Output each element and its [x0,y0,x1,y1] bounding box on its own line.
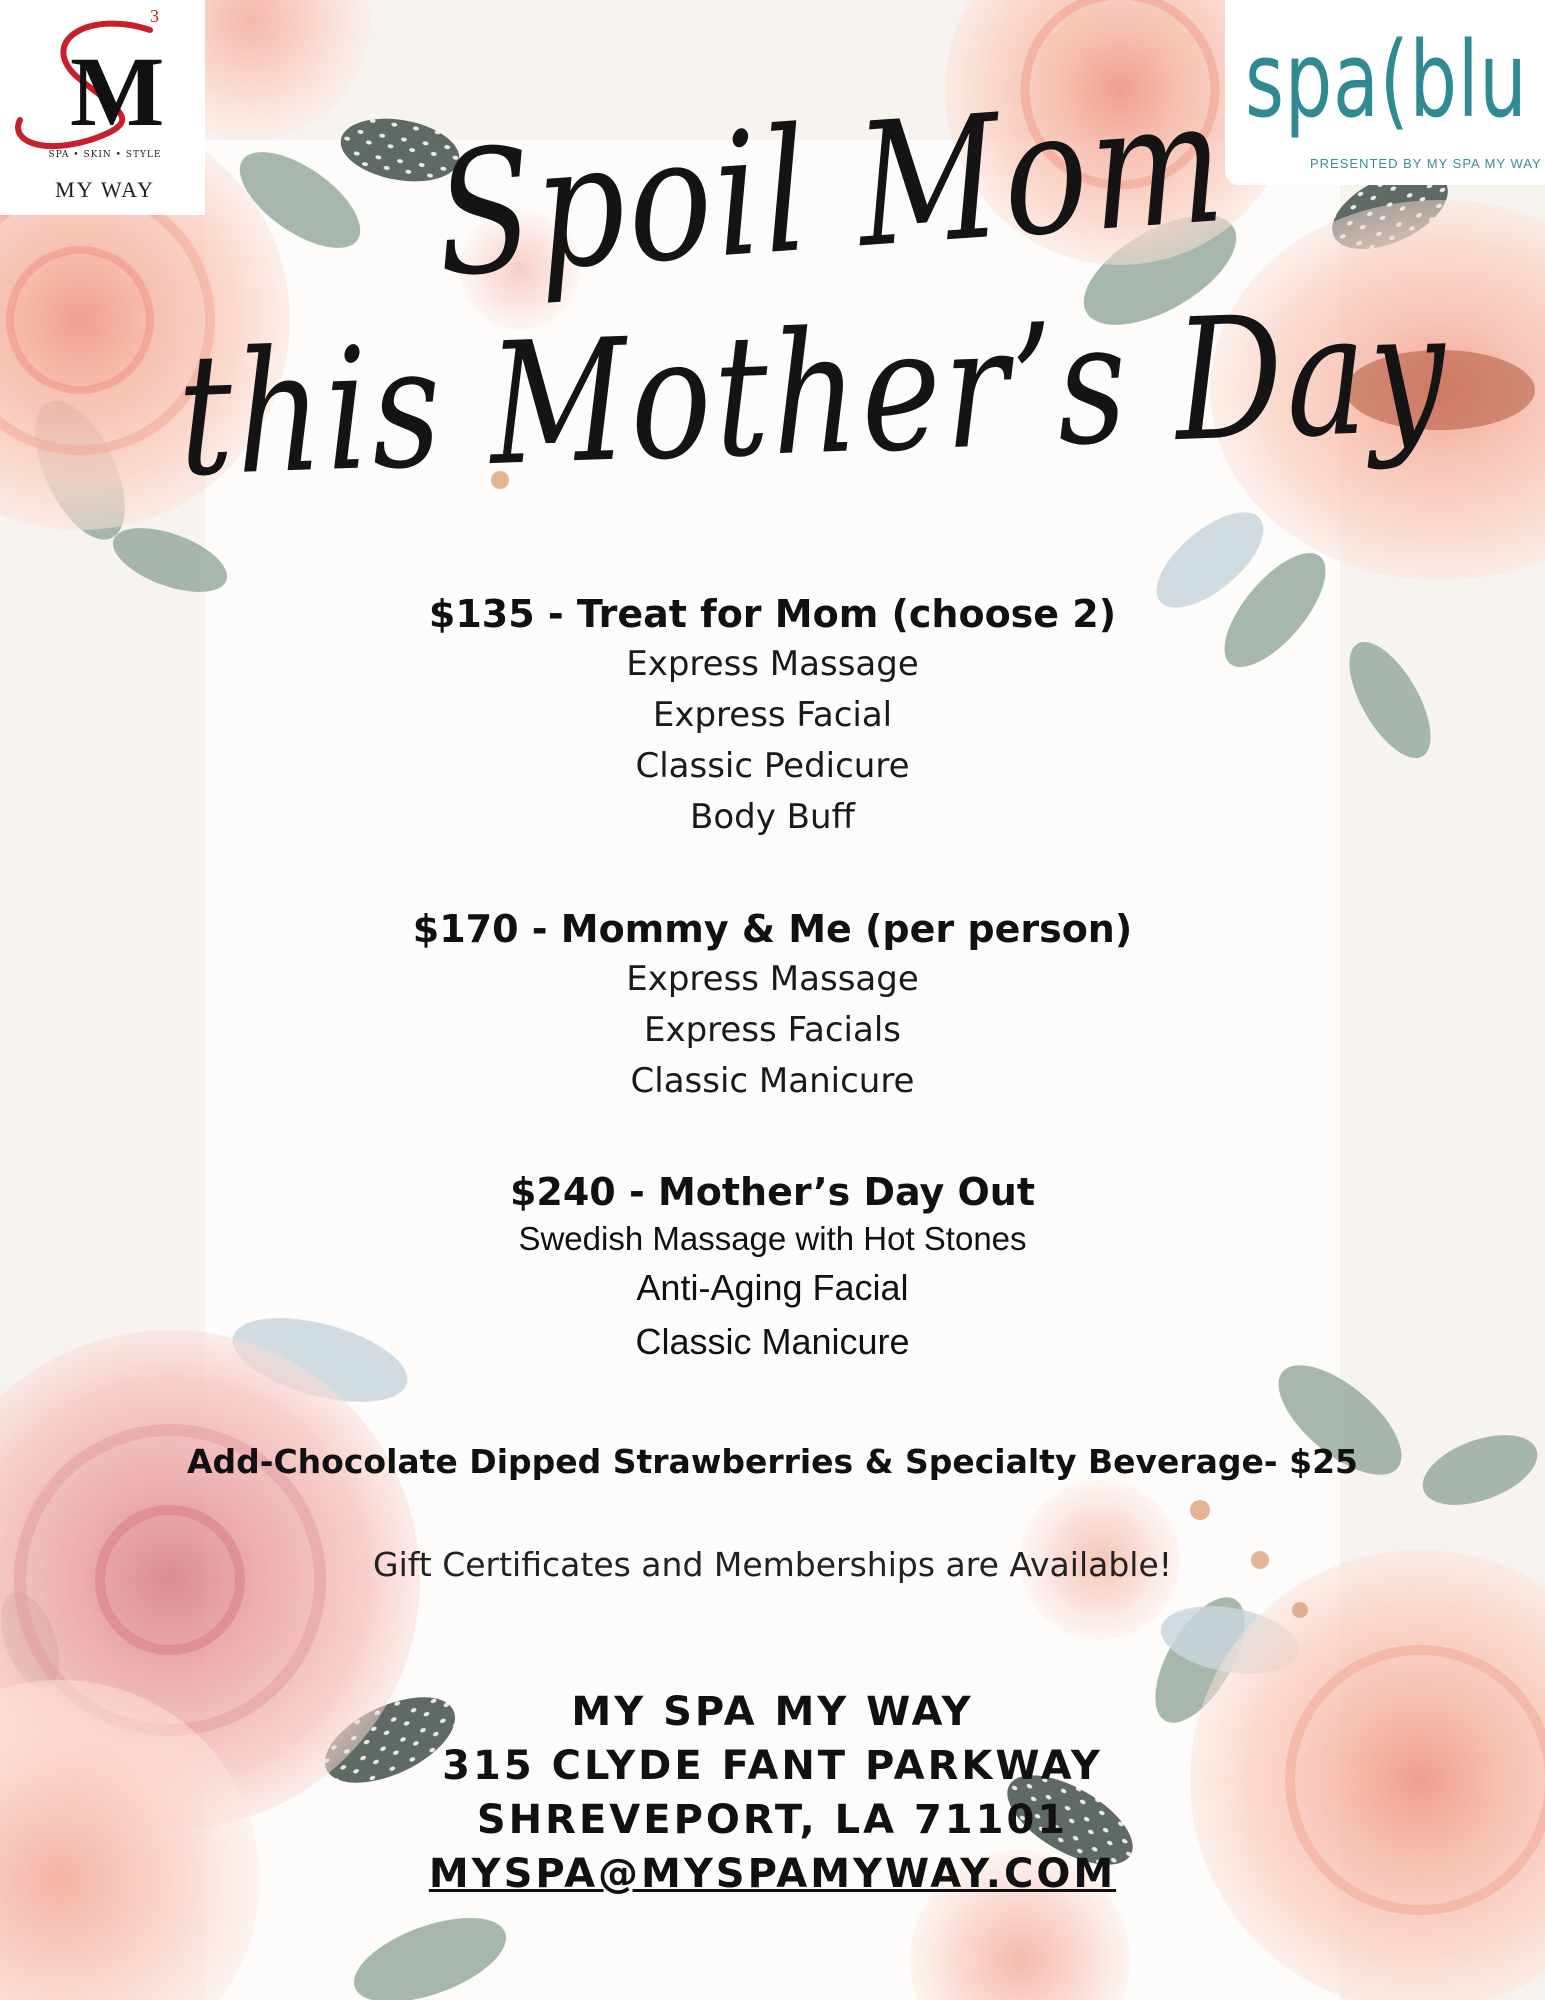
headline-line-1: Spoil Mom [430,62,1233,316]
logo-letter: M [70,36,165,147]
logo-subtitle: MY WAY [55,177,155,202]
package-item: Classic Pedicure [635,746,910,787]
city-state-zip: SHREVEPORT, LA 71101 [476,1797,1069,1843]
street-address: 315 CLYDE FANT PARKWAY [442,1743,1103,1789]
addon-text: Add-Chocolate Dipped Strawberries & Specialty Beverage- $25 [186,1442,1359,1481]
business-name: MY SPA MY WAY [571,1689,974,1735]
package-title: $135 - Treat for Mom (choose 2) [428,592,1117,636]
spablu-tagline: PRESENTED BY MY SPA MY WAY [1310,156,1542,171]
package-item: Classic Manicure [630,1061,915,1102]
package-item: Swedish Massage with Hot Stones [518,1220,1027,1258]
gift-note-text: Gift Certificates and Memberships are Available! [373,1545,1172,1584]
package-title: $240 - Mother’s Day Out [509,1170,1036,1214]
package-item: Anti-Aging Facial [636,1267,909,1309]
contact-block [0,1685,1545,1901]
spablu-wordmark: spa(blu [1245,19,1528,141]
package-title: $170 - Mommy & Me (per person) [412,907,1133,951]
package-mothers-day-out [0,1168,1545,1369]
package-item: Express Massage [626,644,919,685]
package-item: Classic Manicure [635,1321,910,1363]
package-treat-for-mom [0,590,1545,843]
logo-tagline: SPA • SKIN • STYLE [48,150,162,160]
package-item: Express Facial [652,695,893,736]
package-item: Express Massage [626,959,919,1000]
gift-note [0,1545,1545,1584]
logo-superscript: 3 [150,6,159,26]
email-link[interactable]: MYSPA@MYSPAMYWAY.COM [428,1851,1117,1897]
addon-line [0,1442,1545,1481]
headline [0,0,1545,600]
package-item: Body Buff [690,797,855,838]
package-item: Express Facials [644,1010,901,1051]
headline-line-2: this Mother’s Day [175,273,1452,514]
package-mommy-and-me [0,905,1545,1107]
